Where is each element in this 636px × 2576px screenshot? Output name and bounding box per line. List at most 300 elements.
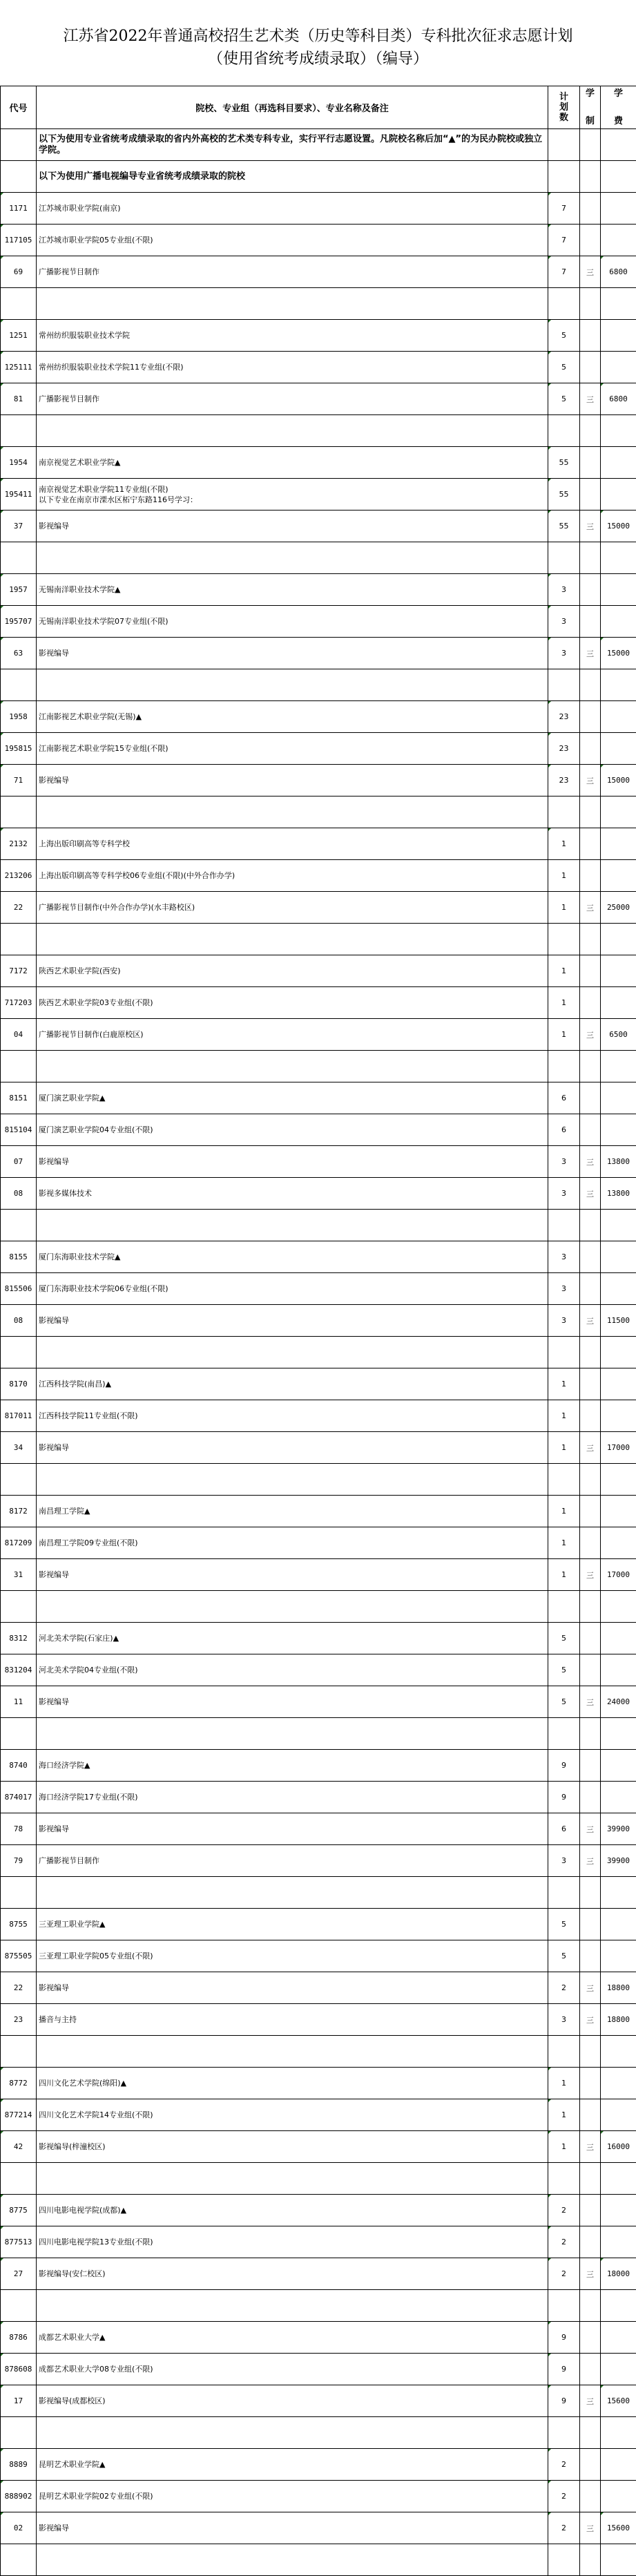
plan-count-cell	[548, 796, 580, 828]
code-cell	[1, 542, 37, 574]
code-cell	[1, 1718, 37, 1750]
code-cell: 815506	[1, 1273, 37, 1305]
plan-count-cell: 3	[548, 1241, 580, 1273]
tuition-cell: 17000	[601, 1559, 636, 1591]
code-cell: 08	[1, 1178, 37, 1210]
name-cell	[37, 2036, 548, 2068]
duration-cell	[580, 2417, 601, 2449]
name-cell: 影视编导	[37, 1432, 548, 1464]
table-row	[1, 1178, 636, 1210]
name-cell: 厦门演艺职业学院▲	[37, 1082, 548, 1114]
plan-count-cell: 3	[548, 1273, 580, 1305]
plan-count-cell: 5	[548, 1940, 580, 1972]
table-row	[1, 1654, 636, 1686]
plan-count-cell: 9	[548, 1750, 580, 1782]
header-plan	[548, 86, 580, 129]
table-row	[1, 638, 636, 669]
code-cell: 8155	[1, 1241, 37, 1273]
duration-cell: 三	[580, 2131, 601, 2163]
plan-count-cell	[548, 542, 580, 574]
table-row	[1, 1146, 636, 1178]
code-cell: 878608	[1, 2354, 37, 2385]
plan-count-cell: 5	[548, 1623, 580, 1654]
tuition-cell	[601, 542, 636, 574]
duration-cell	[580, 1782, 601, 1813]
plan-count-cell	[548, 2290, 580, 2322]
duration-cell	[580, 2099, 601, 2131]
name-cell: 四川文化艺术学院14专业组(不限)	[37, 2099, 548, 2131]
tuition-cell	[601, 796, 636, 828]
name-cell: 上海出版印刷高等专科学校	[37, 828, 548, 860]
code-cell: 11	[1, 1686, 37, 1718]
name-cell: 厦门演艺职业学院04专业组(不限)	[37, 1114, 548, 1146]
code-cell: 1171	[1, 193, 37, 225]
tuition-cell: 11500	[601, 1305, 636, 1337]
plan-count-cell	[548, 924, 580, 955]
plan-count-cell	[548, 2417, 580, 2449]
name-cell: 影视多媒体技术	[37, 1178, 548, 1210]
duration-cell: 三	[580, 1972, 601, 2004]
code-cell: 8151	[1, 1082, 37, 1114]
name-cell	[37, 288, 548, 320]
table-header-row	[1, 86, 636, 129]
duration-cell	[580, 1273, 601, 1305]
duration-cell	[580, 2226, 601, 2258]
duration-cell	[580, 1368, 601, 1400]
table-row	[1, 828, 636, 860]
plan-count-cell	[548, 2163, 580, 2195]
plan-count-cell: 7	[548, 256, 580, 288]
tuition-cell	[601, 2481, 636, 2512]
spacer-row	[1, 415, 636, 447]
code-cell: 195707	[1, 606, 37, 638]
spacer-row	[1, 2036, 636, 2068]
code-cell: 79	[1, 1845, 37, 1877]
duration-cell	[580, 1051, 601, 1082]
duration-cell	[580, 606, 601, 638]
duration-cell	[580, 1654, 601, 1686]
duration-cell: 三	[580, 765, 601, 796]
plan-count-cell	[548, 669, 580, 701]
code-cell: 195815	[1, 733, 37, 765]
duration-cell	[580, 542, 601, 574]
spacer-row	[1, 2290, 636, 2322]
tuition-cell: 6800	[601, 383, 636, 415]
code-cell	[1, 669, 37, 701]
plan-count-cell: 55	[548, 447, 580, 479]
name-cell: 广播影视节目制作	[37, 383, 548, 415]
header-plan-label	[559, 92, 569, 123]
code-cell	[1, 2036, 37, 2068]
duration-cell: 三	[580, 1686, 601, 1718]
name-cell: 厦门东海职业技术学院▲	[37, 1241, 548, 1273]
section-note-row	[1, 161, 636, 193]
code-cell: 42	[1, 2131, 37, 2163]
name-cell: 常州纺织服装职业技术学院	[37, 320, 548, 352]
code-cell: 888902	[1, 2481, 37, 2512]
code-cell	[1, 2290, 37, 2322]
name-cell	[37, 924, 548, 955]
duration-cell	[580, 1082, 601, 1114]
duration-cell: 三	[580, 892, 601, 924]
name-cell: 江苏城市职业学院(南京)	[37, 193, 548, 225]
code-cell: 875505	[1, 1940, 37, 1972]
code-cell: 81	[1, 383, 37, 415]
name-cell: 影视编导	[37, 1686, 548, 1718]
table-row	[1, 2385, 636, 2417]
header-plan-char: 数	[559, 113, 568, 123]
code-cell	[1, 1051, 37, 1082]
plan-count-cell: 1	[548, 955, 580, 987]
name-cell: 四川电影电视学院13专业组(不限)	[37, 2226, 548, 2258]
code-cell: 2132	[1, 828, 37, 860]
code-cell: 8755	[1, 1909, 37, 1940]
plan-count-cell: 1	[548, 987, 580, 1019]
tuition-cell	[601, 352, 636, 383]
tuition-cell	[601, 1051, 636, 1082]
table-row	[1, 606, 636, 638]
table-row	[1, 987, 636, 1019]
code-cell: 117105	[1, 225, 37, 256]
name-cell	[37, 1877, 548, 1909]
spacer-row	[1, 796, 636, 828]
spacer-row	[1, 1051, 636, 1082]
duration-cell	[580, 669, 601, 701]
code-cell: 8170	[1, 1368, 37, 1400]
code-cell: 817209	[1, 1527, 37, 1559]
code-cell	[1, 2417, 37, 2449]
header-plan-char: 计	[559, 92, 568, 102]
tuition-cell	[601, 2449, 636, 2481]
table-row	[1, 511, 636, 542]
tuition-cell	[601, 1400, 636, 1432]
duration-cell: 三	[580, 2004, 601, 2036]
table-row	[1, 2481, 636, 2512]
tuition-cell	[601, 1527, 636, 1559]
tuition-cell	[601, 2163, 636, 2195]
name-cell: 陕西艺术职业学院03专业组(不限)	[37, 987, 548, 1019]
name-cell: 影视编导	[37, 1305, 548, 1337]
name-cell: 无锡南洋职业技术学院07专业组(不限)	[37, 606, 548, 638]
plan-count-cell: 1	[548, 1400, 580, 1432]
spacer-row	[1, 1877, 636, 1909]
plan-count-cell	[548, 415, 580, 447]
duration-cell	[580, 924, 601, 955]
tuition-cell	[601, 2290, 636, 2322]
duration-cell	[580, 479, 601, 511]
name-cell: 影视编导	[37, 511, 548, 542]
table-row	[1, 1432, 636, 1464]
duration-cell	[580, 860, 601, 892]
duration-cell	[580, 2322, 601, 2354]
name-cell	[37, 1051, 548, 1082]
table-row	[1, 1909, 636, 1940]
table-row	[1, 574, 636, 606]
duration-cell	[580, 2036, 601, 2068]
table-row	[1, 1782, 636, 1813]
name-cell: 江西科技学院(南昌)▲	[37, 1368, 548, 1400]
tuition-cell	[601, 2036, 636, 2068]
table-row	[1, 2322, 636, 2354]
tuition-cell	[601, 987, 636, 1019]
tuition-cell	[601, 1114, 636, 1146]
tuition-cell	[601, 479, 636, 511]
duration-cell: 三	[580, 1432, 601, 1464]
tuition-cell	[601, 1718, 636, 1750]
plan-count-cell	[548, 2544, 580, 2576]
table-row	[1, 733, 636, 765]
spacer-row	[1, 2417, 636, 2449]
tuition-cell	[601, 1368, 636, 1400]
name-cell	[37, 2290, 548, 2322]
duration-cell	[580, 2481, 601, 2512]
note-dur-cell	[580, 161, 601, 193]
header-duration-label	[586, 87, 595, 128]
code-cell: 22	[1, 892, 37, 924]
name-cell	[37, 1337, 548, 1368]
name-cell	[37, 415, 548, 447]
duration-cell: 三	[580, 511, 601, 542]
code-cell: 125111	[1, 352, 37, 383]
spacer-row	[1, 2163, 636, 2195]
name-cell: 播音与主持	[37, 2004, 548, 2036]
name-cell: 海口经济学院17专业组(不限)	[37, 1782, 548, 1813]
tuition-cell: 6500	[601, 1019, 636, 1051]
plan-count-cell: 6	[548, 1813, 580, 1845]
name-line: 南京视觉艺术职业学院11专业组(不限)	[39, 484, 168, 494]
code-cell: 817011	[1, 1400, 37, 1432]
name-cell	[37, 479, 548, 511]
plan-count-cell: 1	[548, 1368, 580, 1400]
code-cell: 195411	[1, 479, 37, 511]
code-cell: 78	[1, 1813, 37, 1845]
name-cell: 影视编导	[37, 1813, 548, 1845]
code-cell: 1954	[1, 447, 37, 479]
table-row	[1, 2354, 636, 2385]
table-row	[1, 1845, 636, 1877]
code-cell	[1, 1210, 37, 1241]
table-row	[1, 2195, 636, 2226]
plan-count-cell: 3	[548, 1178, 580, 1210]
plan-count-cell: 6	[548, 1114, 580, 1146]
tuition-cell	[601, 1082, 636, 1114]
duration-cell: 三	[580, 256, 601, 288]
plan-count-cell: 6	[548, 1082, 580, 1114]
plan-count-cell: 1	[548, 892, 580, 924]
duration-cell	[580, 1940, 601, 1972]
code-cell: 8772	[1, 2068, 37, 2099]
plan-count-cell: 2	[548, 2481, 580, 2512]
table-row	[1, 701, 636, 733]
plan-count-cell: 3	[548, 1305, 580, 1337]
duration-cell	[580, 1400, 601, 1432]
name-cell: 四川电影电视学院(成都)▲	[37, 2195, 548, 2226]
duration-cell	[580, 415, 601, 447]
code-cell: 1957	[1, 574, 37, 606]
table-row	[1, 447, 636, 479]
name-cell	[37, 669, 548, 701]
spacer-row	[1, 1591, 636, 1623]
plan-count-cell: 7	[548, 193, 580, 225]
code-cell	[1, 1877, 37, 1909]
code-cell	[1, 1337, 37, 1368]
code-cell: 8312	[1, 1623, 37, 1654]
plan-count-cell: 3	[548, 2004, 580, 2036]
name-cell	[37, 1464, 548, 1496]
name-cell: 影视编导	[37, 1559, 548, 1591]
table-row	[1, 1559, 636, 1591]
tuition-cell: 15600	[601, 2512, 636, 2544]
plan-count-cell	[548, 2036, 580, 2068]
note-dur-cell	[580, 129, 601, 161]
name-cell: 江南影视艺术职业学院(无锡)▲	[37, 701, 548, 733]
duration-cell	[580, 1337, 601, 1368]
duration-cell	[580, 225, 601, 256]
tuition-cell	[601, 2354, 636, 2385]
table-row	[1, 955, 636, 987]
header-fee-char: 学	[613, 88, 623, 99]
table-row	[1, 1082, 636, 1114]
tuition-cell	[601, 1210, 636, 1241]
tuition-cell	[601, 415, 636, 447]
tuition-cell	[601, 1273, 636, 1305]
tuition-cell	[601, 828, 636, 860]
tuition-cell: 39900	[601, 1845, 636, 1877]
tuition-cell	[601, 2099, 636, 2131]
tuition-cell	[601, 924, 636, 955]
plan-count-cell	[548, 1337, 580, 1368]
tuition-cell: 15000	[601, 638, 636, 669]
duration-cell	[580, 1527, 601, 1559]
general-note: 以下为使用专业省统考成绩录取的省内外高校的艺术类专科专业，实行平行志愿设置。凡院校名称后加“▲”的为民办院校或独立学院。	[37, 129, 548, 161]
duration-cell	[580, 987, 601, 1019]
duration-cell	[580, 288, 601, 320]
plan-count-cell: 1	[548, 1019, 580, 1051]
name-cell: 成都艺术职业大学▲	[37, 2322, 548, 2354]
duration-cell	[580, 1750, 601, 1782]
spacer-row	[1, 1210, 636, 1241]
tuition-cell	[601, 860, 636, 892]
duration-cell	[580, 2449, 601, 2481]
duration-cell	[580, 1623, 601, 1654]
duration-cell	[580, 733, 601, 765]
duration-cell	[580, 447, 601, 479]
table-row	[1, 2068, 636, 2099]
spacer-row	[1, 1337, 636, 1368]
duration-cell	[580, 574, 601, 606]
tuition-cell	[601, 1496, 636, 1527]
spacer-row	[1, 1718, 636, 1750]
code-cell: 17	[1, 2385, 37, 2417]
code-cell: 69	[1, 256, 37, 288]
tuition-cell	[601, 1909, 636, 1940]
duration-cell: 三	[580, 2512, 601, 2544]
code-cell: 71	[1, 765, 37, 796]
plan-count-cell: 1	[548, 2068, 580, 2099]
code-cell: 815104	[1, 1114, 37, 1146]
tuition-cell	[601, 2068, 636, 2099]
tuition-cell	[601, 1337, 636, 1368]
tuition-cell: 15000	[601, 765, 636, 796]
name-cell: 厦门东海职业技术学院06专业组(不限)	[37, 1273, 548, 1305]
plan-count-cell	[548, 1051, 580, 1082]
table-row	[1, 1368, 636, 1400]
title-line-2: （使用省统考成绩录取）（编导）	[207, 50, 428, 68]
campus-note: 以下专业在南京市溧水区柘宁东路116号学习：	[39, 495, 197, 504]
tuition-cell: 24000	[601, 1686, 636, 1718]
tuition-cell	[601, 2195, 636, 2226]
tuition-cell	[601, 2322, 636, 2354]
table-row	[1, 1972, 636, 2004]
plan-count-cell: 1	[548, 2131, 580, 2163]
note-plan-cell	[548, 161, 580, 193]
duration-cell: 三	[580, 1305, 601, 1337]
plan-count-cell: 9	[548, 2322, 580, 2354]
duration-cell	[580, 2354, 601, 2385]
note-plan-cell	[548, 129, 580, 161]
plan-count-cell: 5	[548, 352, 580, 383]
plan-count-cell	[548, 1464, 580, 1496]
name-cell: 陕西艺术职业学院(西安)	[37, 955, 548, 987]
plan-count-cell: 1	[548, 1432, 580, 1464]
code-cell	[1, 924, 37, 955]
header-duration-char: 制	[585, 115, 595, 126]
duration-cell	[580, 1718, 601, 1750]
plan-count-cell: 3	[548, 1845, 580, 1877]
name-cell: 影视编导	[37, 638, 548, 669]
plan-count-cell: 3	[548, 638, 580, 669]
duration-cell	[580, 1114, 601, 1146]
tuition-cell	[601, 1654, 636, 1686]
note-code-cell	[1, 161, 37, 193]
duration-cell	[580, 2195, 601, 2226]
code-cell	[1, 2163, 37, 2195]
duration-cell	[580, 828, 601, 860]
spacer-row	[1, 1464, 636, 1496]
name-cell	[37, 1591, 548, 1623]
plan-count-cell	[548, 1718, 580, 1750]
duration-cell: 三	[580, 1845, 601, 1877]
code-cell: 02	[1, 2512, 37, 2544]
header-fee-label	[614, 87, 624, 128]
name-cell	[37, 2417, 548, 2449]
spacer-row	[1, 542, 636, 574]
code-cell: 34	[1, 1432, 37, 1464]
name-cell: 三亚理工职业学院▲	[37, 1909, 548, 1940]
name-cell: 南昌理工学院▲	[37, 1496, 548, 1527]
plan-count-cell: 2	[548, 2195, 580, 2226]
name-cell: 四川文化艺术学院(绵阳)▲	[37, 2068, 548, 2099]
tuition-cell	[601, 1877, 636, 1909]
duration-cell	[580, 1877, 601, 1909]
plan-count-cell: 2	[548, 2512, 580, 2544]
code-cell: 8889	[1, 2449, 37, 2481]
name-cell: 影视编导	[37, 1972, 548, 2004]
table-row	[1, 1305, 636, 1337]
name-cell: 南京视觉艺术职业学院▲	[37, 447, 548, 479]
plan-count-cell: 1	[548, 1496, 580, 1527]
tuition-cell: 18800	[601, 1972, 636, 2004]
header-fee-char: 费	[613, 115, 623, 126]
plan-count-cell: 23	[548, 733, 580, 765]
spacer-row	[1, 2544, 636, 2576]
tuition-cell: 6800	[601, 256, 636, 288]
duration-cell	[580, 796, 601, 828]
duration-cell: 三	[580, 1559, 601, 1591]
duration-cell	[580, 2290, 601, 2322]
name-cell: 影视编导	[37, 2512, 548, 2544]
plan-count-cell: 5	[548, 1909, 580, 1940]
